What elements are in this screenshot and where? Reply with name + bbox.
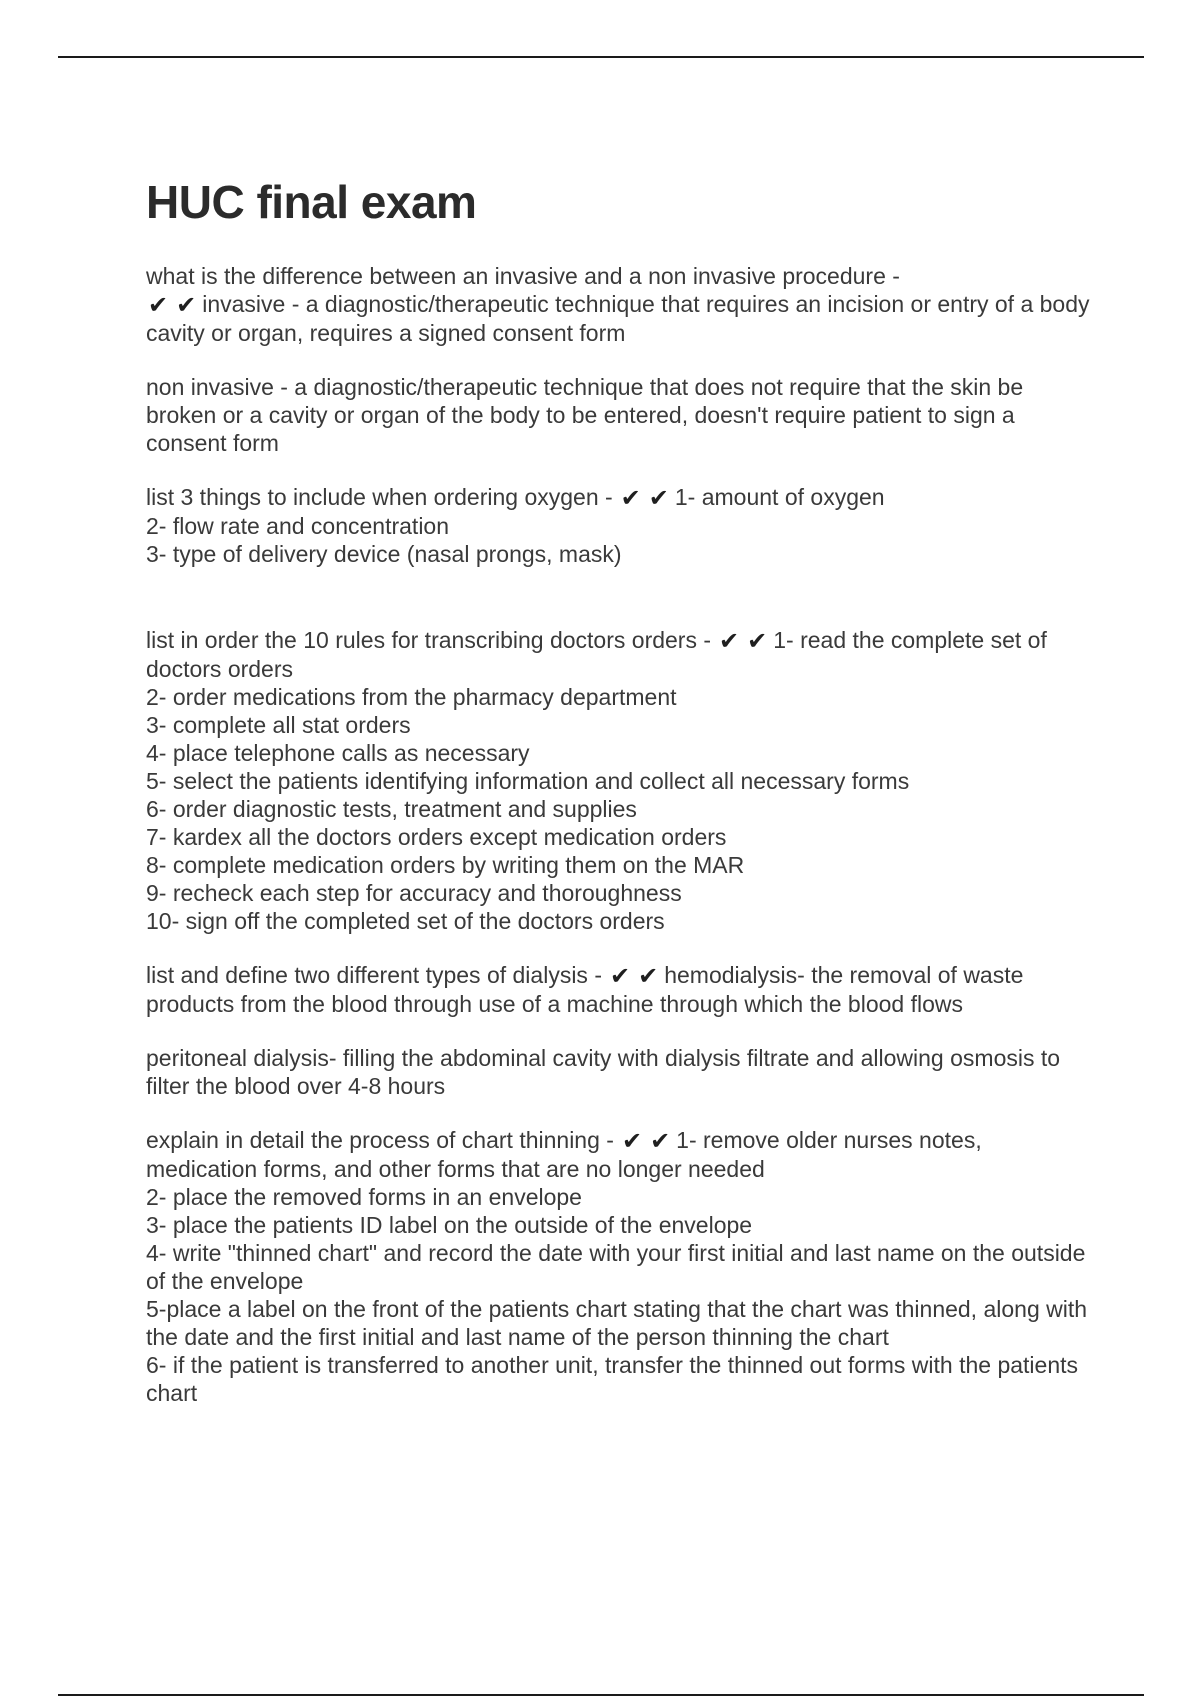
list-item: 5-place a label on the front of the patients chart stating that the chart was thinned, along with the date and the first initial and last name of the person thinning the chart: [146, 1296, 1088, 1350]
list-item: 2- place the removed forms in an envelope: [146, 1184, 582, 1210]
check-icon: ✔: [650, 1128, 671, 1155]
list-item: 9- recheck each step for accuracy and thoroughness: [146, 880, 682, 906]
qa-transcribing: [146, 626, 1096, 935]
list-item: 7- kardex all the doctors orders except medication orders: [146, 824, 727, 850]
list-item: 4- place telephone calls as necessary: [146, 740, 530, 766]
qa-chart-thinning: [146, 1126, 1096, 1407]
check-icon: ✔: [719, 628, 740, 655]
check-icons: [148, 291, 198, 317]
list-item: 3- complete all stat orders: [146, 712, 411, 738]
list-item: 4- write "thinned chart" and record the date with your first initial and last name on the outside of the envelope: [146, 1240, 1086, 1294]
check-icon: ✔: [638, 963, 659, 990]
check-icons: [622, 1127, 672, 1153]
list-item: 10- sign off the completed set of the doctors orders: [146, 908, 665, 934]
question-text: what is the difference between an invasive and a non invasive procedure -: [146, 263, 900, 289]
answer-text: invasive - a diagnostic/therapeutic technique that requires an incision or entry of a body cavity or organ, requires a signed consent form: [146, 291, 1090, 346]
check-icons: [610, 962, 660, 988]
list-item: 3- place the patients ID label on the outside of the envelope: [146, 1212, 753, 1238]
list-item: 1- read the complete set of doctors orders: [146, 627, 1047, 682]
answer-non-invasive: non invasive - a diagnostic/therapeutic technique that does not require that the skin be broken or a cavity or organ of the body to be entered, doesn't require patient to sign a consent form: [146, 374, 1024, 456]
check-icon: ✔: [176, 292, 197, 319]
check-icon: ✔: [648, 485, 669, 512]
answer-text: hemodialysis- the removal of waste products from the blood through use of a machine through which the blood flows: [146, 962, 1024, 1017]
check-icon: ✔: [609, 963, 631, 990]
list-item: 1- remove older nurses notes, medication forms, and other forms that are no longer needed: [146, 1127, 982, 1182]
check-icons: [719, 627, 769, 653]
list-item: 1- amount of oxygen: [674, 484, 885, 510]
list-item: 2- order medications from the pharmacy department: [146, 684, 677, 710]
top-rule: [58, 56, 1144, 58]
page-title: HUC final exam: [146, 176, 477, 228]
question-text: list 3 things to include when ordering oxygen -: [146, 484, 613, 510]
document-body: [146, 170, 1096, 1407]
check-icon: ✔: [148, 292, 169, 319]
question-text: list in order the 10 rules for transcribing doctors orders -: [146, 627, 712, 653]
list-item: 5- select the patients identifying information and collect all necessary forms: [146, 768, 910, 794]
list-item: 8- complete medication orders by writing them on the MAR: [146, 852, 745, 878]
check-icon: ✔: [747, 628, 768, 655]
list-item: 6- order diagnostic tests, treatment and supplies: [146, 796, 637, 822]
question-text: explain in detail the process of chart thinning -: [146, 1127, 614, 1153]
check-icon: ✔: [620, 485, 641, 512]
bottom-rule: [58, 1694, 1144, 1696]
qa-dialysis: [146, 961, 1096, 1018]
qa-oxygen: [146, 483, 1096, 568]
qa-invasive: [146, 262, 1096, 347]
list-item: 3- type of delivery device (nasal prongs, mask): [146, 541, 622, 567]
answer-peritoneal: peritoneal dialysis- filling the abdominal cavity with dialysis filtrate and allowing osmosis to filter the blood over 4-8 hours: [146, 1045, 1061, 1099]
check-icons: [621, 484, 671, 510]
list-item: 2- flow rate and concentration: [146, 513, 450, 539]
list-item: 6- if the patient is transferred to another unit, transfer the thinned out forms with the patients chart: [146, 1352, 1079, 1406]
question-text: list and define two different types of dialysis -: [146, 962, 602, 988]
check-icon: ✔: [621, 1128, 643, 1155]
